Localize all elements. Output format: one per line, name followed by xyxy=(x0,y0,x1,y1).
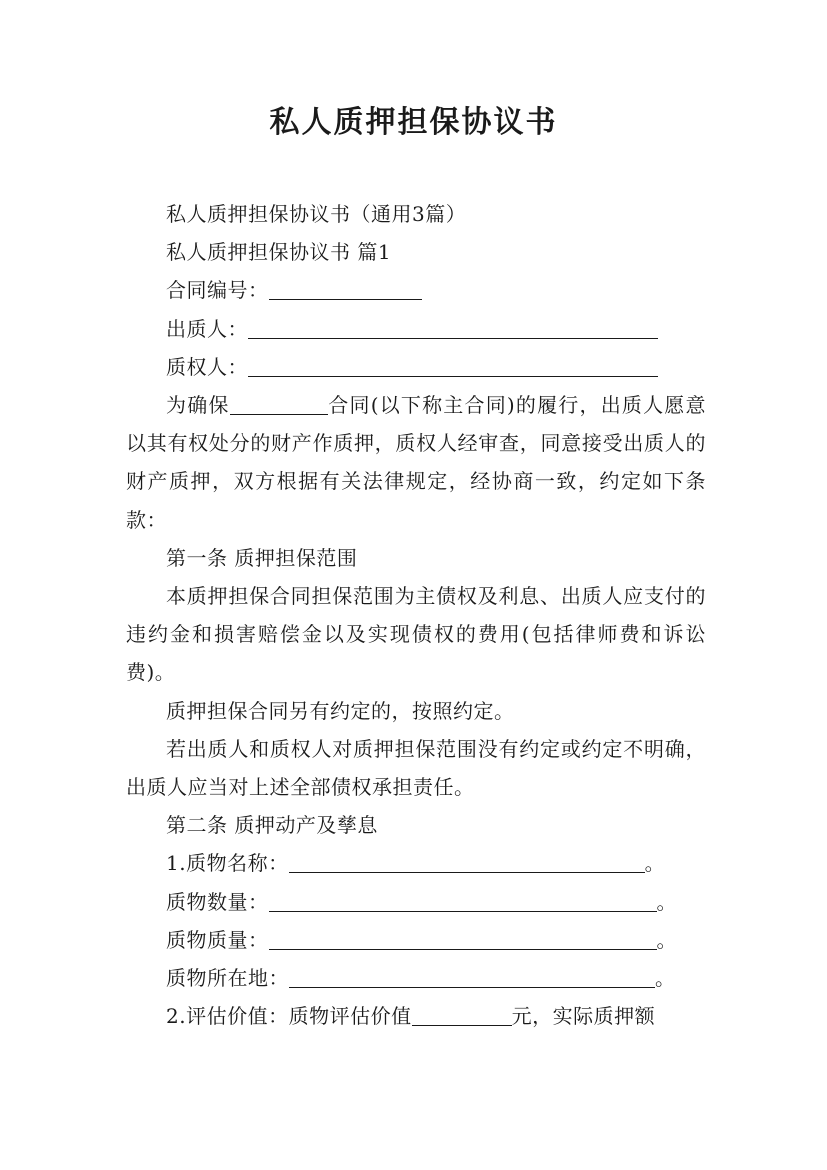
item-valuation-rest: 元，实际质押额 xyxy=(511,1004,656,1029)
pledgor-line xyxy=(126,310,706,348)
item-quality-blank xyxy=(269,927,657,950)
item-valuation-line xyxy=(126,997,706,1035)
doc-subtitle: 私人质押担保协议书（通用3篇） xyxy=(166,202,467,226)
contract-number-blank xyxy=(269,277,422,300)
pledgee-label: 质权人： xyxy=(166,354,248,379)
item-name-label: 1.质物名称： xyxy=(166,851,289,876)
article-1-paragraph-2: 质押担保合同另有约定的，按照约定。 xyxy=(166,698,515,723)
article-1-paragraph-3: 若出质人和质权人对质押担保范围没有约定或约定不明确，出质人应当对上述全部债权承担责任。 xyxy=(126,736,706,800)
pledgee-blank xyxy=(248,354,658,377)
section-heading: 私人质押担保协议书 篇1 xyxy=(166,240,392,265)
item-quantity-blank xyxy=(269,889,657,912)
paragraph-intro xyxy=(126,386,706,539)
document-title: 私人质押担保协议书 xyxy=(269,105,558,140)
item-location-blank xyxy=(289,965,655,988)
main-contract-blank xyxy=(230,392,328,415)
item-location-label: 质物所在地： xyxy=(166,966,289,991)
document-body xyxy=(126,195,706,1035)
intro-rest: 合同(以下称主合同)的履行，出质人愿意以其有权处分的财产作质押，质权人经审查，同意接受出质人的财产质押，双方根据有关法律规定，经协商一致，约定如下条款： xyxy=(126,393,707,532)
item-quality-line xyxy=(126,921,706,959)
item-location-line xyxy=(126,959,706,997)
article-1-paragraph-1: 本质押担保合同担保范围为主债权及利息、出质人应支付的违约金和损害赔偿金以及实现债权的费用(包括律师费和诉讼费)。 xyxy=(126,584,706,685)
item-location-period: 。 xyxy=(655,966,676,991)
intro-start: 为确保 xyxy=(166,393,230,418)
pledgor-blank xyxy=(248,316,658,339)
item-quality-period: 。 xyxy=(656,927,677,952)
item-quantity-label: 质物数量： xyxy=(166,889,269,914)
article-2-title: 第二条 质押动产及孳息 xyxy=(166,813,378,838)
item-name-blank xyxy=(289,850,645,873)
pledgee-line xyxy=(126,348,706,386)
item-quantity-period: 。 xyxy=(656,889,677,914)
contract-number-label: 合同编号： xyxy=(166,278,269,303)
item-quantity-line xyxy=(126,883,706,921)
item-quality-label: 质物质量： xyxy=(166,927,269,952)
article-1-title: 第一条 质押担保范围 xyxy=(166,545,358,570)
valuation-blank xyxy=(412,1003,512,1026)
item-name-period: 。 xyxy=(644,851,666,876)
item-valuation-start: 2.评估价值：质物评估价值 xyxy=(166,1004,412,1029)
pledgor-label: 出质人： xyxy=(166,316,248,341)
contract-number-line xyxy=(126,271,706,309)
item-name-line xyxy=(126,844,706,882)
